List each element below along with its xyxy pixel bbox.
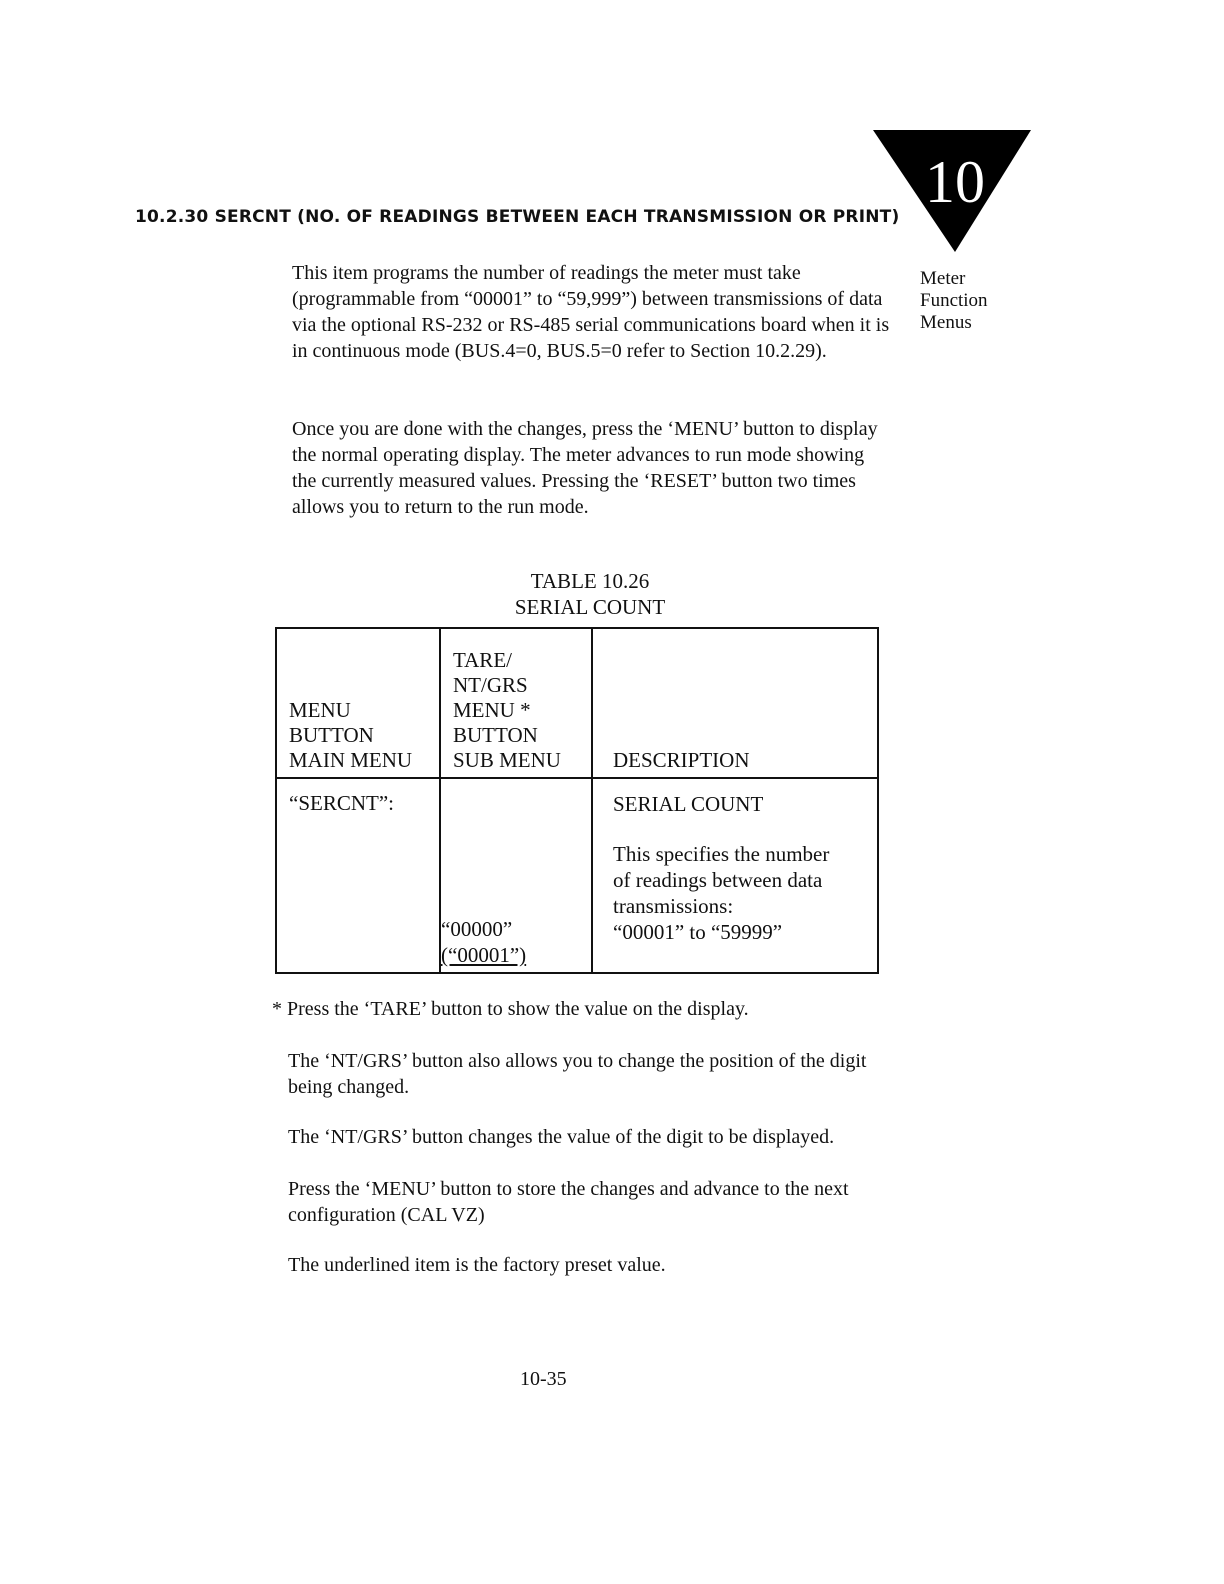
header-line: BUTTON	[453, 723, 538, 747]
serial-count-table	[275, 627, 879, 974]
table-caption-title: SERIAL COUNT	[514, 595, 666, 619]
header-line: SUB MENU	[453, 748, 561, 772]
intro-paragraph-2	[292, 416, 892, 520]
page-number: 10-35	[520, 1368, 567, 1390]
chapter-side-label	[920, 268, 988, 334]
header-line: BUTTON	[289, 723, 374, 747]
footnote: * Press the ‘TARE’ button to show the value on the display.	[272, 998, 749, 1020]
header-main-menu	[276, 628, 440, 778]
header-sub-menu	[440, 628, 592, 778]
table-caption	[440, 568, 740, 620]
description-title: SERIAL COUNT	[613, 792, 764, 816]
header-line: MENU	[289, 698, 351, 722]
sub-menu-value: “00000”	[441, 917, 513, 941]
note-paragraph: Press the ‘MENU’ button to store the changes and advance to the next configuration (CAL VZ)	[288, 1178, 849, 1226]
description-line: transmissions:	[613, 894, 734, 918]
table-row	[276, 778, 878, 973]
side-label-line: Function	[920, 290, 988, 311]
note-paragraph: The ‘NT/GRS’ button changes the value of the digit to be displayed.	[288, 1126, 835, 1148]
side-label-line: Meter	[920, 268, 966, 289]
header-line: MENU *	[453, 698, 531, 722]
cell-main-menu: “SERCNT”:	[276, 778, 440, 973]
note-paragraph: The underlined item is the factory preset value.	[288, 1254, 666, 1276]
header-line: DESCRIPTION	[613, 748, 750, 772]
header-line: TARE/	[453, 648, 512, 672]
chapter-marker-icon	[873, 130, 1031, 252]
note-paragraph: The ‘NT/GRS’ button also allows you to change the position of the digit being changed.	[288, 1050, 867, 1098]
header-line: NT/GRS	[453, 673, 528, 697]
side-label-line: Menus	[920, 312, 972, 333]
chapter-number: 10	[925, 149, 985, 215]
description-line: of readings between data	[613, 868, 823, 892]
description-line: This specifies the number	[613, 842, 830, 866]
cell-description	[592, 778, 878, 973]
section-heading: 10.2.30 SERCNT (NO. OF READINGS BETWEEN EACH TRANSMISSION OR PRINT)	[135, 207, 900, 227]
intro-text: Once you are done with the changes, press the ‘MENU’ button to display the normal operating display. The meter advances to run mode showing the currently measured values. Pressing the ‘RESET’ button two times allows you to return to the run mode.	[292, 418, 878, 518]
description-line: “00001” to “59999”	[613, 920, 783, 944]
header-line: MAIN MENU	[289, 748, 413, 772]
cell-sub-menu	[440, 778, 592, 973]
header-description	[592, 628, 878, 778]
intro-text: This item programs the number of readings the meter must take (programmable from “00001” to “59,999”) between transmissions of data via the optional RS-232 or RS-485 serial communications board when it is in continuous mode (BUS.4=0, BUS.5=0 refer to Section 10.2.29).	[292, 262, 890, 362]
table-header-row	[276, 628, 878, 778]
intro-paragraph-1	[292, 260, 892, 364]
sub-menu-default: (“00001”)	[441, 943, 527, 967]
table-caption-number: TABLE 10.26	[530, 569, 650, 593]
